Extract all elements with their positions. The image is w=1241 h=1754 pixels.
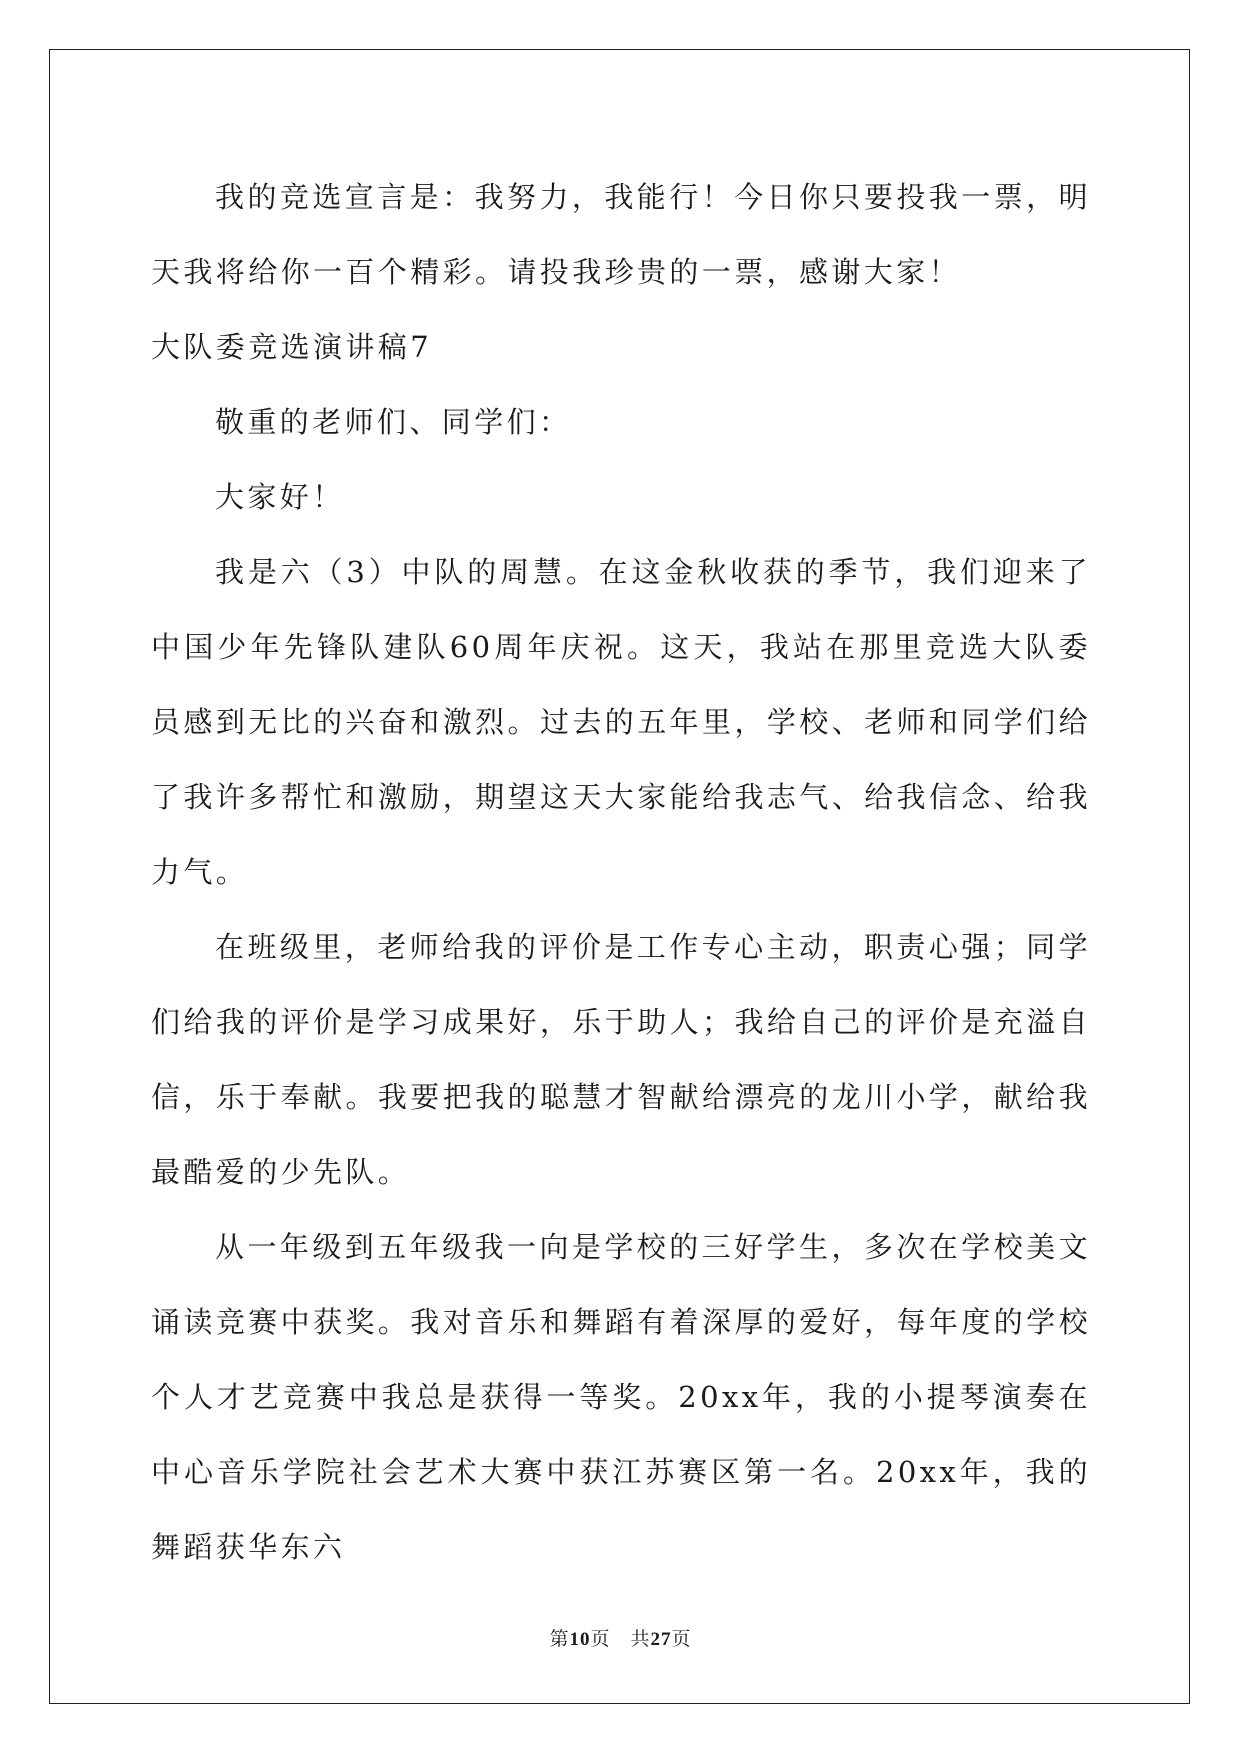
page-suffix: 页 bbox=[671, 1628, 692, 1650]
paragraph-achievements: 从一年级到五年级我一向是学校的三好学生，多次在学校美文诵读竞赛中获奖。我对音乐和舞蹈有着深厚的爱好，每年度的学校个人才艺竞赛中我总是获得一等奖。20xx年，我的小提琴演奏在中心音乐学院社会艺术大赛中获江苏赛区第一名。20xx年，我的舞蹈获华东六 bbox=[151, 1230, 1091, 1564]
paragraph-salutation: 敬重的老师们、同学们： bbox=[215, 405, 572, 439]
paragraph-introduction: 我是六（3）中队的周慧。在这金秋收获的季节，我们迎来了中国少年先锋队建队60周年庆祝。这天，我站在那里竞选大队委员感到无比的兴奋和激烈。过去的五年里，学校、老师和同学们给了我许多帮忙和激励，期望这天大家能给我志气、给我信念、给我力气。 bbox=[151, 555, 1091, 889]
paragraph-evaluation: 在班级里，老师给我的评价是工作专心主动，职责心强；同学们给我的评价是学习成果好，乐于助人；我给自己的评价是充溢自信，乐于奉献。我要把我的聪慧才智献给漂亮的龙川小学，献给我最酷爱的少先队。 bbox=[151, 930, 1091, 1189]
page-current-number: 10 bbox=[569, 1629, 591, 1650]
paragraph-declaration: 我的竞选宣言是：我努力，我能行！今日你只要投我一票，明天我将给你一百个精彩。请投我珍贵的一票，感谢大家！ bbox=[151, 180, 1091, 289]
document-body bbox=[151, 160, 1091, 1585]
page-middle-text: 页 共 bbox=[590, 1628, 651, 1650]
page-total-number: 27 bbox=[650, 1629, 672, 1650]
page-prefix: 第 bbox=[549, 1628, 570, 1650]
paragraph-greeting: 大家好！ bbox=[215, 480, 345, 514]
page-footer bbox=[0, 1627, 1241, 1652]
section-heading: 大队委竞选演讲稿7 bbox=[151, 330, 433, 364]
